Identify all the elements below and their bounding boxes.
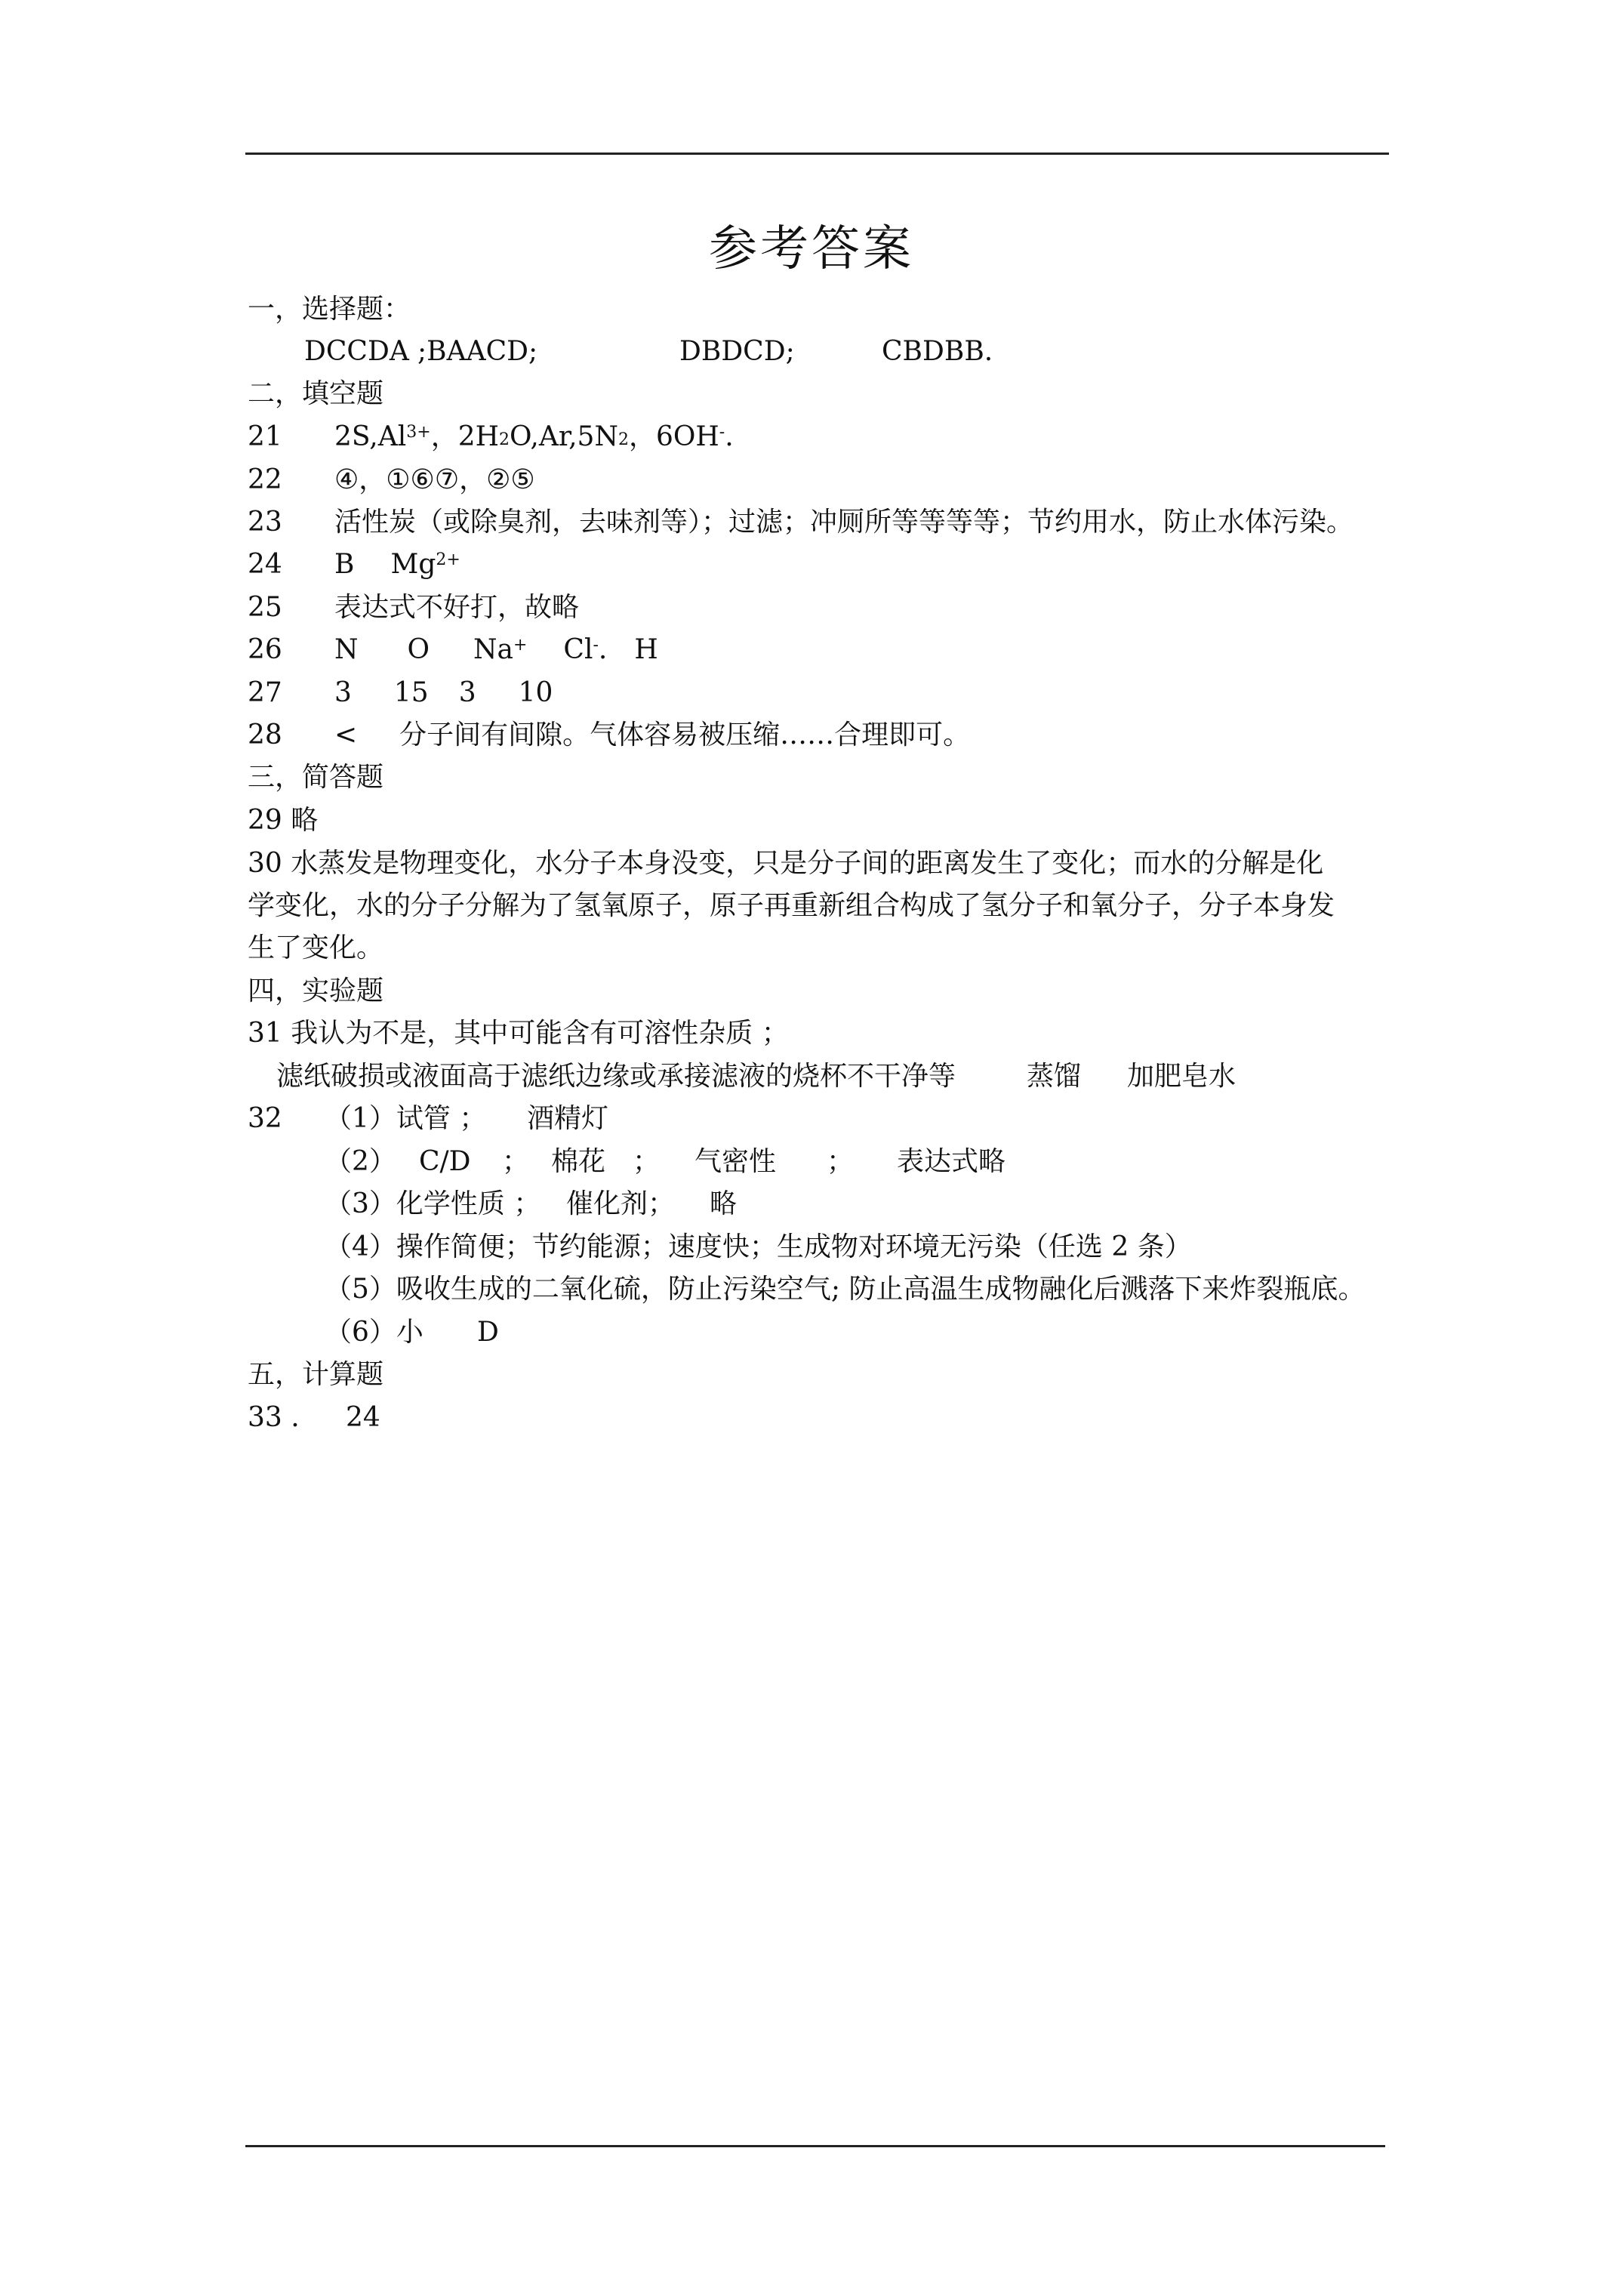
answer-32-2b: C/D — [419, 1146, 471, 1177]
answer-32-3a: （3）化学性质 ； — [325, 1188, 541, 1219]
answer-30-line-3: 生了变化。 — [248, 932, 384, 963]
choice-answer-3: DBDCD; — [679, 336, 795, 367]
answer-text — [334, 548, 460, 581]
section-choice-heading: 一，选择题： — [248, 294, 411, 325]
answer-text — [334, 719, 970, 752]
question-32-number: 32 — [248, 1103, 282, 1134]
superscript: - — [719, 423, 725, 442]
section-fill-heading: 二，填空题 — [248, 378, 384, 409]
answer-part: 分子间有间隙。气体容易被压缩……合理即可。 — [399, 720, 971, 750]
answer-32-2e: ； — [633, 1146, 661, 1177]
answer-part: O — [407, 634, 430, 665]
answer-text: ④，①⑥⑦，②⑤ — [334, 464, 535, 495]
superscript: 3+ — [406, 423, 431, 442]
answer-part: 3 — [458, 677, 476, 708]
answer-32-2h: 表达式略 — [897, 1146, 1006, 1177]
question-number: 24 — [248, 549, 282, 580]
answer-29: 29 略 — [248, 805, 319, 836]
answer-part: B — [334, 549, 355, 580]
answer-32-4: （4）操作简便；节约能源；速度快；生成物对环境无污染（任选 2 条） — [325, 1231, 1192, 1262]
section-short-heading: 三，简答题 — [248, 762, 384, 793]
question-number: 26 — [248, 634, 282, 665]
answer-part: N — [334, 634, 359, 665]
answer-32-2a: （2） — [325, 1146, 396, 1177]
answer-text — [334, 633, 658, 667]
choice-answer-1: DCCDA — [304, 336, 409, 367]
answer-32-3b: 催化剂； — [566, 1188, 676, 1219]
subscript: 2 — [499, 430, 510, 449]
header-rule — [245, 153, 1389, 155]
superscript: + — [513, 636, 528, 655]
section-calc-heading: 五，计算题 — [248, 1359, 384, 1390]
answer-text: 活性炭（或除臭剂，去味剂等）；过滤；冲厕所等等等等；节约用水，防止水体污染。 — [334, 507, 1354, 538]
answer-32-3c: 略 — [710, 1188, 738, 1219]
formula-part: 2S,Al — [334, 421, 407, 452]
answer-31-line-2c: 加肥皂水 — [1127, 1061, 1236, 1092]
question-number: 21 — [248, 421, 282, 452]
question-number: 23 — [248, 507, 282, 538]
answer-part: Mg — [390, 549, 436, 580]
answer-part: < — [334, 720, 358, 750]
question-number: 25 — [248, 592, 282, 623]
answer-part: 15 — [393, 677, 429, 708]
answer-31-line-1: 31 我认为不是，其中可能含有可溶性杂质 ； — [248, 1018, 789, 1049]
question-number: 22 — [248, 464, 282, 495]
superscript: 2+ — [436, 550, 460, 569]
answer-part: H — [634, 634, 658, 665]
answer-33-number: 33 . — [248, 1402, 300, 1433]
question-number: 28 — [248, 720, 282, 750]
answer-33-value: 24 — [346, 1402, 380, 1433]
answer-part: . — [598, 634, 608, 665]
page-title: 参考答案 — [709, 221, 914, 277]
answer-32-1b: 酒精灯 — [527, 1103, 609, 1134]
formula-part: O,Ar,5N — [510, 421, 618, 452]
answer-text — [334, 421, 734, 454]
formula-part: . — [725, 421, 734, 452]
answer-part: Cl — [563, 634, 593, 665]
answer-31-line-2a: 滤纸破损或液面高于滤纸边缘或承接滤液的烧杯不干净等 — [276, 1061, 956, 1092]
superscript: - — [593, 636, 599, 655]
answer-31-line-2b: 蒸馏 — [1027, 1061, 1082, 1092]
choice-answer-4: CBDBB. — [882, 336, 993, 367]
answer-part: 3 — [334, 677, 352, 708]
answer-32-2f: 气密性 — [694, 1146, 777, 1177]
answer-32-1a: （1）试管 ； — [325, 1103, 487, 1134]
section-exp-heading: 四，实验题 — [248, 975, 384, 1006]
answer-text: 表达式不好打，故略 — [334, 592, 580, 623]
answer-part: Na — [473, 634, 513, 665]
answer-32-6a: （6）小 — [325, 1317, 423, 1348]
answer-32-5: （5）吸收生成的二氧化硫，防止污染空气; 防止高温生成物融化后溅落下来炸裂瓶底。 — [325, 1274, 1366, 1305]
formula-part: ，6OH — [628, 421, 719, 452]
answer-text — [334, 676, 553, 710]
answer-30-line-2: 学变化，水的分子分解为了氢氧原子，原子再重新组合构成了氢分子和氧分子，分子本身发 — [248, 890, 1335, 921]
formula-part: ，2H — [430, 421, 499, 452]
answer-30-line-1: 30 水蒸发是物理变化，水分子本身没变，只是分子间的距离发生了变化；而水的分解是化 — [248, 848, 1324, 879]
answer-part: 10 — [518, 677, 553, 708]
subscript: 2 — [617, 430, 629, 449]
footer-rule — [245, 2145, 1385, 2147]
answer-32-2c: ； — [502, 1146, 530, 1177]
choice-answer-2: ;BAACD; — [417, 336, 538, 367]
answer-32-2g: ； — [827, 1146, 855, 1177]
answer-32-6b: D — [477, 1317, 499, 1348]
question-number: 27 — [248, 677, 282, 708]
answer-32-2d: 棉花 — [551, 1146, 606, 1177]
